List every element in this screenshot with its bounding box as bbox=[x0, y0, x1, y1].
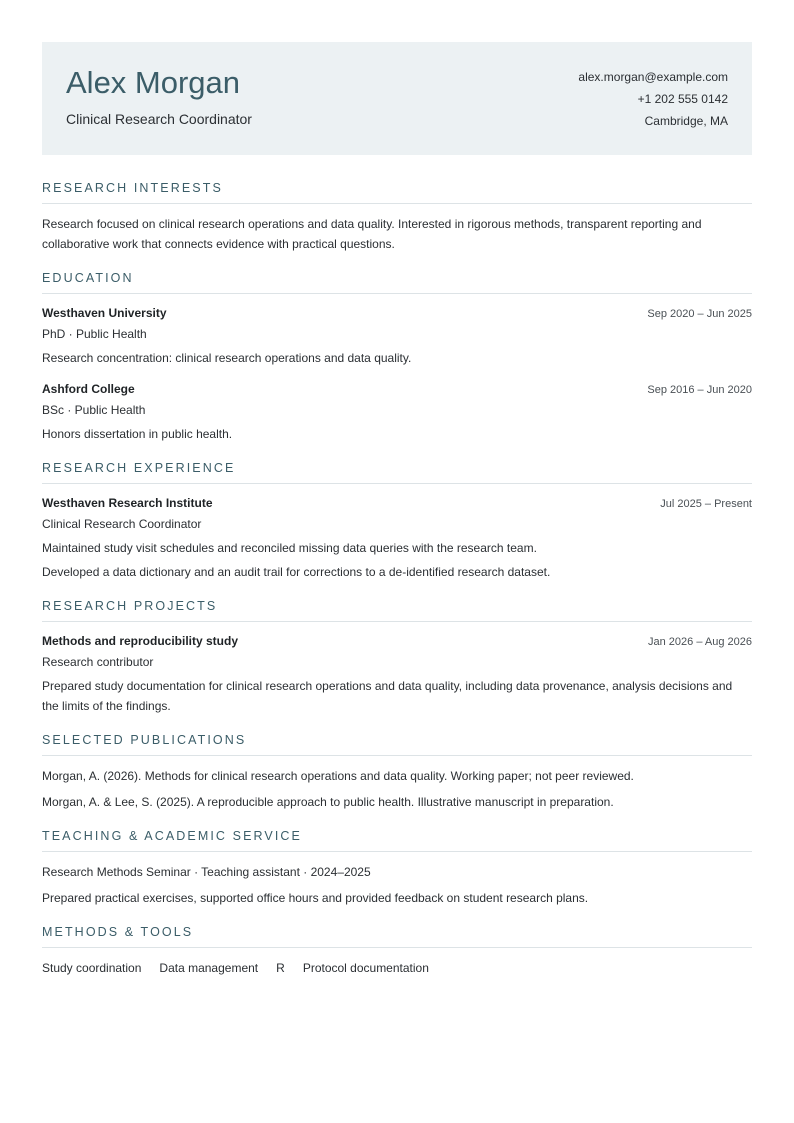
education-entry bbox=[42, 380, 752, 444]
resume-header bbox=[42, 42, 752, 155]
publication-item: Morgan, A. & Lee, S. (2025). A reproducible approach to public health. Illustrative manuscript in preparation. bbox=[42, 795, 614, 809]
experience-bullet: Maintained study visit schedules and reconciled missing data queries with the research team. bbox=[42, 541, 537, 555]
skill-item: Data management bbox=[159, 961, 259, 975]
entry-header bbox=[42, 632, 752, 651]
entry-header bbox=[42, 494, 752, 513]
project-entry bbox=[42, 632, 752, 716]
experience-bullet: Developed a data dictionary and an audit trail for corrections to a de-identified research dataset. bbox=[42, 565, 551, 579]
section-teaching bbox=[42, 828, 752, 908]
skills-list bbox=[42, 958, 752, 978]
interests-text: Research focused on clinical research operations and data quality. Interested in rigorous methods, transparent reporting and collaborative work that connects evidence with practical questions. bbox=[42, 217, 702, 251]
publication-list bbox=[42, 766, 752, 812]
degree: PhD · Public Health bbox=[42, 327, 147, 341]
section-title: TEACHING & ACADEMIC SERVICE bbox=[42, 828, 752, 852]
institution-name: Westhaven University bbox=[42, 306, 167, 320]
candidate-role: Clinical Research Coordinator bbox=[66, 111, 252, 127]
section-title: METHODS & TOOLS bbox=[42, 924, 752, 948]
experience-entry bbox=[42, 494, 752, 582]
section-research-interests bbox=[42, 180, 752, 254]
skill-item: Study coordination bbox=[42, 961, 142, 975]
resume-content bbox=[42, 180, 752, 994]
section-title: EDUCATION bbox=[42, 270, 752, 294]
degree: BSc · Public Health bbox=[42, 403, 146, 417]
education-entry bbox=[42, 304, 752, 368]
education-note: Research concentration: clinical research operations and data quality. bbox=[42, 351, 412, 365]
entry-header bbox=[42, 380, 752, 399]
institution-name: Ashford College bbox=[42, 382, 135, 396]
section-publications bbox=[42, 732, 752, 812]
entry-dates: Jan 2026 – Aug 2026 bbox=[648, 636, 752, 648]
section-title: RESEARCH INTERESTS bbox=[42, 180, 752, 204]
section-research-experience bbox=[42, 460, 752, 582]
section-methods-tools bbox=[42, 924, 752, 978]
contact-phone: +1 202 555 0142 bbox=[637, 92, 728, 106]
section-title: RESEARCH PROJECTS bbox=[42, 598, 752, 622]
project-description: Prepared study documentation for clinical research operations and data quality, including data provenance, analysis decisions and the limits of the findings. bbox=[42, 679, 733, 713]
education-note: Honors dissertation in public health. bbox=[42, 427, 233, 441]
candidate-name: Alex Morgan bbox=[66, 65, 241, 100]
teaching-description: Prepared practical exercises, supported office hours and provided feedback on student research plans. bbox=[42, 891, 589, 905]
section-title: SELECTED PUBLICATIONS bbox=[42, 732, 752, 756]
entry-dates: Sep 2020 – Jun 2025 bbox=[647, 308, 752, 320]
position-title: Clinical Research Coordinator bbox=[42, 517, 202, 531]
project-role: Research contributor bbox=[42, 655, 154, 669]
section-education bbox=[42, 270, 752, 444]
publication-item: Morgan, A. (2026). Methods for clinical research operations and data quality. Working paper; not peer reviewed. bbox=[42, 769, 634, 783]
section-research-projects bbox=[42, 598, 752, 716]
entry-dates: Sep 2016 – Jun 2020 bbox=[647, 384, 752, 396]
teaching-role: Research Methods Seminar · Teaching assistant · 2024–2025 bbox=[42, 865, 371, 879]
skill-item: Protocol documentation bbox=[302, 961, 429, 975]
project-name: Methods and reproducibility study bbox=[42, 634, 239, 648]
skill-item: R bbox=[276, 961, 285, 975]
entry-dates: Jul 2025 – Present bbox=[660, 498, 752, 510]
organization-name: Westhaven Research Institute bbox=[42, 496, 213, 510]
contact-email[interactable]: alex.morgan@example.com bbox=[578, 70, 728, 84]
contact-block bbox=[578, 66, 728, 132]
entry-header bbox=[42, 304, 752, 323]
section-title: RESEARCH EXPERIENCE bbox=[42, 460, 752, 484]
contact-location: Cambridge, MA bbox=[644, 114, 728, 128]
